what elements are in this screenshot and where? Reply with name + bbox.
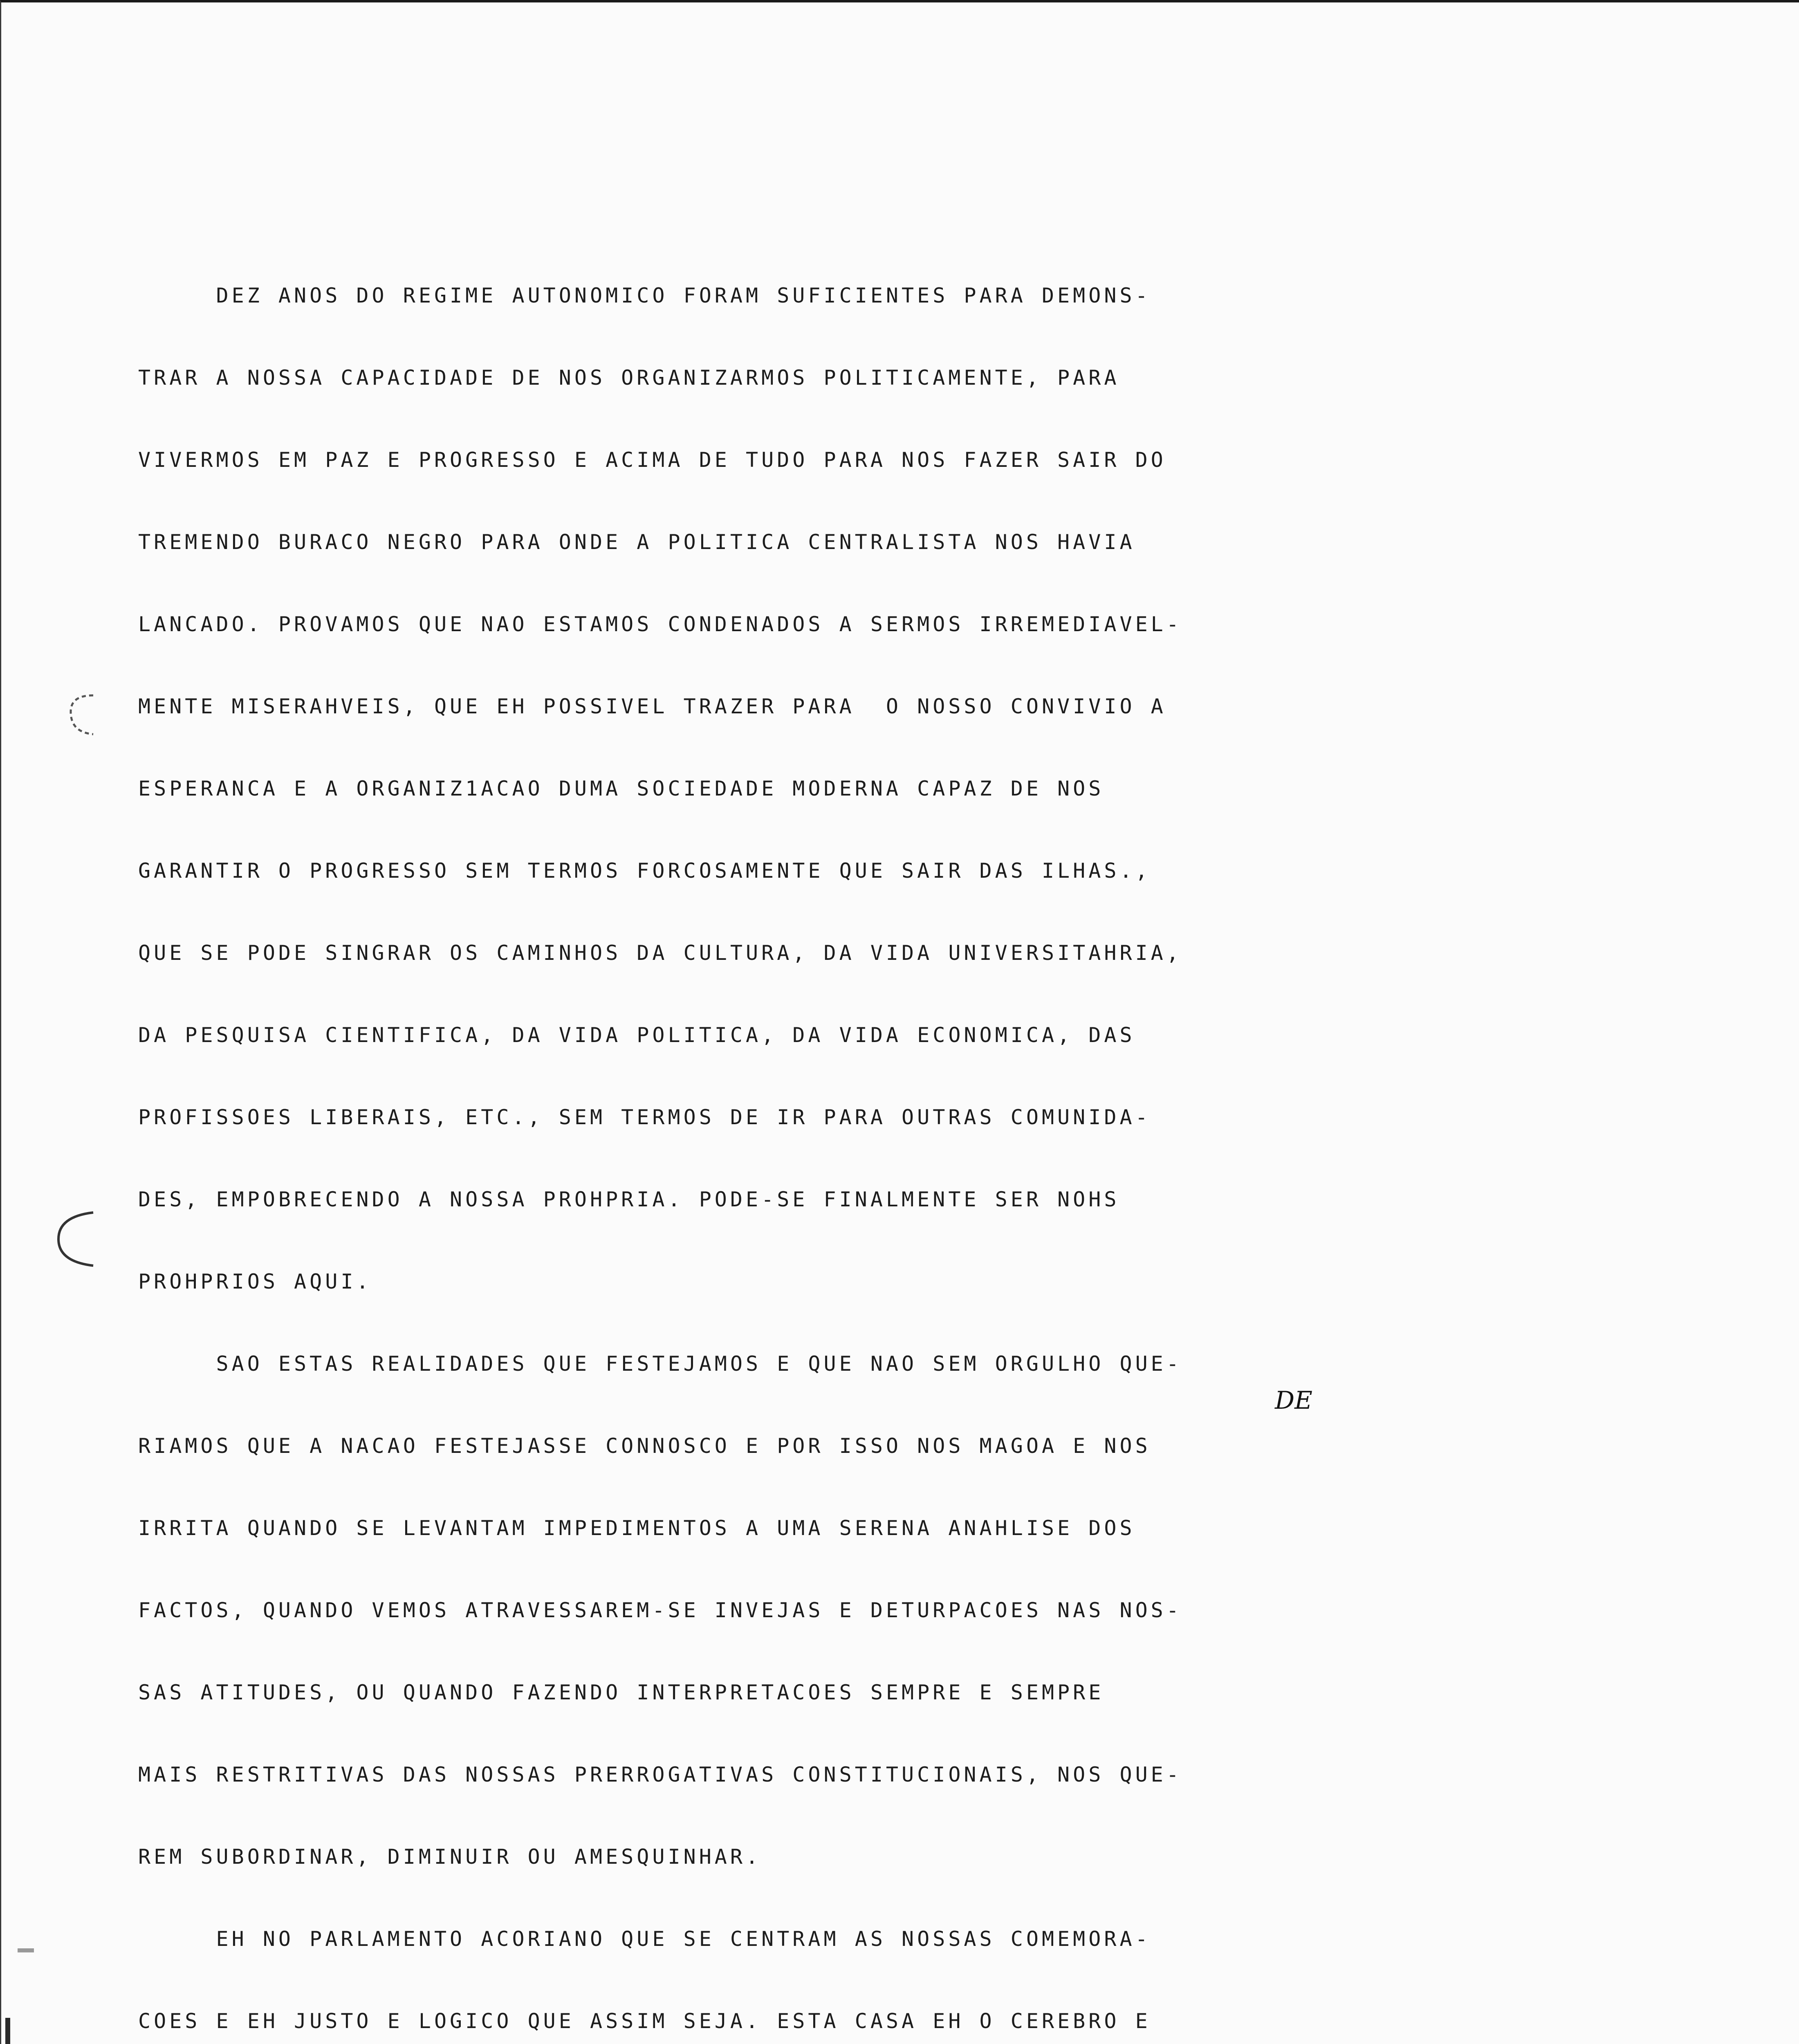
body-line: GARANTIR O PROGRESSO SEM TERMOS FORCOSAMENTE QUE SAIR DAS ILHAS.,	[138, 859, 1151, 883]
punch-hole-mark-top	[54, 687, 103, 744]
body-line: MENTE MISERAHVEIS, QUE EH POSSIVEL TRAZER PARA O NOSSO CONVIVIO A	[138, 695, 1166, 718]
body-line: QUE SE PODE SINGRAR OS CAMINHOS DA CULTURA, DA VIDA UNIVERSITAHRIA,	[138, 941, 1182, 965]
body-line: PROFISSOES LIBERAIS, ETC., SEM TERMOS DE IR PARA OUTRAS COMUNIDA-	[138, 1105, 1151, 1129]
left-edge-smudge	[1, 1924, 38, 2044]
body-line: COES E EH JUSTO E LOGICO QUE ASSIM SEJA. ESTA CASA EH O CEREBRO E	[138, 2009, 1151, 2033]
body-line: DA PESQUISA CIENTIFICA, DA VIDA POLITICA, DA VIDA ECONOMICA, DAS	[138, 1023, 1135, 1047]
body-line: SAO ESTAS REALIDADES QUE FESTEJAMOS E QUE NAO SEM ORGULHO QUE-	[138, 1352, 1182, 1376]
body-line: REM SUBORDINAR, DIMINUIR OU AMESQUINHAR.	[138, 1845, 762, 1869]
body-line: RIAMOS QUE A NACAO FESTEJASSE CONNOSCO E POR ISSO NOS MAGOA E NOS	[138, 1434, 1151, 1458]
body-line: FACTOS, QUANDO VEMOS ATRAVESSAREM-SE INVEJAS E DETURPACOES NAS NOS-	[138, 1598, 1182, 1622]
body-line: DEZ ANOS DO REGIME AUTONOMICO FORAM SUFICIENTES PARA DEMONS-	[138, 284, 1151, 307]
body-line: LANCADO. PROVAMOS QUE NAO ESTAMOS CONDENADOS A SERMOS IRREMEDIAVEL-	[138, 612, 1182, 636]
body-line: IRRITA QUANDO SE LEVANTAM IMPEDIMENTOS A UMA SERENA ANAHLISE DOS	[138, 1516, 1135, 1540]
body-line: MAIS RESTRITIVAS DAS NOSSAS PRERROGATIVAS CONSTITUCIONAIS, NOS QUE-	[138, 1763, 1182, 1786]
handwritten-annotation: DE	[1275, 1386, 1312, 1415]
body-line: PROHPRIOS AQUI.	[138, 1270, 372, 1293]
body-line: VIVERMOS EM PAZ E PROGRESSO E ACIMA DE TUDO PARA NOS FAZER SAIR DO	[138, 448, 1166, 472]
body-line: TRAR A NOSSA CAPACIDADE DE NOS ORGANIZARMOS POLITICAMENTE, PARA	[138, 366, 1120, 390]
body-line: SAS ATITUDES, OU QUANDO FAZENDO INTERPRETACOES SEMPRE E SEMPRE	[138, 1681, 1104, 1704]
telex-message-body	[138, 227, 1733, 2044]
body-line: DES, EMPOBRECENDO A NOSSA PROHPRIA. PODE-SE FINALMENTE SER NOHS	[138, 1188, 1120, 1211]
punch-hole-mark-bottom	[46, 1208, 103, 1270]
body-line: TREMENDO BURACO NEGRO PARA ONDE A POLITICA CENTRALISTA NOS HAVIA	[138, 530, 1135, 554]
body-line: ESPERANCA E A ORGANIZ1ACAO DUMA SOCIEDADE MODERNA CAPAZ DE NOS	[138, 777, 1104, 800]
body-line: EH NO PARLAMENTO ACORIANO QUE SE CENTRAM AS NOSSAS COMEMORA-	[138, 1927, 1151, 1951]
